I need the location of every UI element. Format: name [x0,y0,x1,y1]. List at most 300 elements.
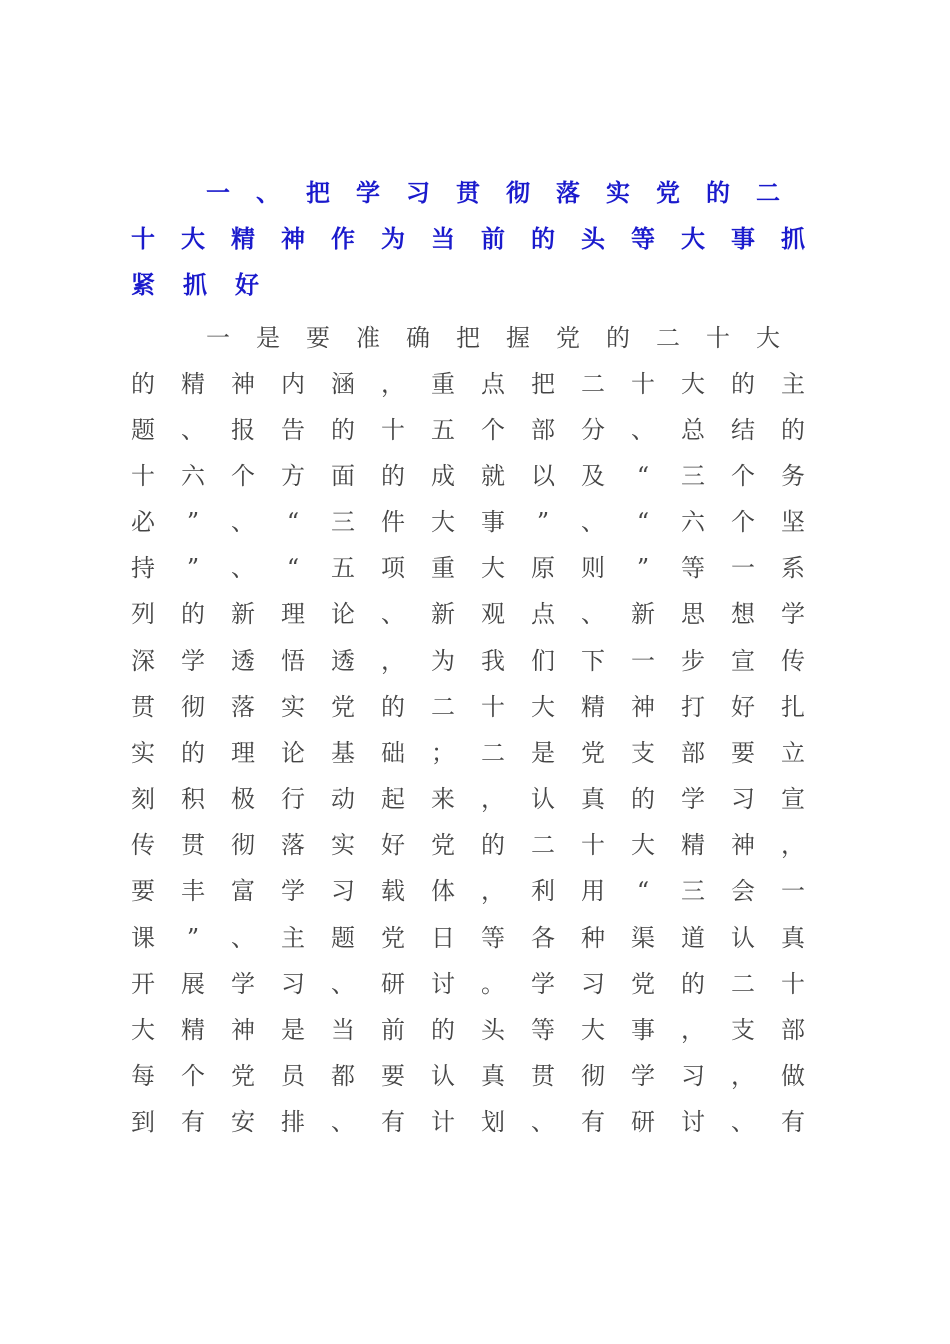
text-char: 支 [731,1016,755,1044]
text-char: 渠 [631,924,655,952]
text-char: ” [186,554,200,582]
text-char: 日 [431,924,455,952]
body-line-5 [130,499,806,545]
body-line-1 [205,315,781,361]
text-char: 新 [631,600,655,628]
text-char: 系 [781,554,805,582]
text-char: 、 [581,600,605,628]
text-char: 彻 [506,178,530,207]
text-char: 精 [681,831,705,859]
text-char: 打 [681,693,705,721]
text-char: 认 [731,924,755,952]
text-char: 党 [656,178,680,207]
text-char: 利 [531,877,555,905]
body-line-4 [130,453,806,499]
text-char: 的 [381,462,405,490]
text-char: 主 [281,924,305,952]
text-char: 当 [431,224,455,253]
text-char: 我 [481,647,505,675]
text-char: 个 [731,508,755,536]
text-char: 刻 [131,785,155,813]
text-char: ” [186,924,200,952]
text-char: 的 [381,693,405,721]
text-char: 展 [181,970,205,998]
text-char: 有 [181,1108,205,1136]
text-char: 、 [231,924,255,952]
text-char: 开 [131,970,155,998]
text-char: 好 [731,693,755,721]
text-char: 党 [331,693,355,721]
body-line-16 [130,1007,806,1053]
text-char: 一 [781,877,805,905]
text-char: 大 [581,1016,605,1044]
text-char: 想 [731,600,755,628]
text-char: 落 [281,831,305,859]
text-char: 六 [181,462,205,490]
text-char: 习 [681,1062,705,1090]
text-char: 做 [781,1062,805,1090]
text-char: 十 [481,693,505,721]
text-char: 党 [431,831,455,859]
body-line-12 [130,822,806,868]
text-char: 二 [531,831,555,859]
text-char: 要 [306,324,330,352]
text-char: 学 [681,785,705,813]
text-char: 等 [681,554,705,582]
text-char: 大 [756,324,780,352]
text-char: 、 [231,508,255,536]
text-char: 大 [631,831,655,859]
text-char: 主 [781,370,805,398]
body-line-9 [130,684,806,730]
text-char: 排 [281,1108,305,1136]
text-char: 二 [581,370,605,398]
body-line-3 [130,407,806,453]
text-char: 起 [381,785,405,813]
text-char: 题 [131,416,155,444]
text-char: 的 [531,224,555,253]
text-char: 要 [731,739,755,767]
text-char: 立 [781,739,805,767]
text-char: 把 [531,370,555,398]
text-char: 部 [781,1016,805,1044]
text-char: 道 [681,924,705,952]
text-char: 、 [381,600,405,628]
body-line-18 [130,1099,806,1145]
text-char: 告 [281,416,305,444]
text-char: 要 [381,1062,405,1090]
text-char: 前 [381,1016,405,1044]
text-char: ” [536,508,550,536]
text-char: 一 [206,324,230,352]
text-char: 学 [356,178,380,207]
text-char: 精 [581,693,605,721]
text-char: 贯 [131,693,155,721]
text-char: 学 [531,970,555,998]
text-char: 则 [581,554,605,582]
text-char: 二 [481,739,505,767]
text-char: 头 [581,224,605,253]
text-char: “ [286,508,300,536]
text-char: 面 [331,462,355,490]
text-char: 习 [581,970,605,998]
text-char: 用 [581,877,605,905]
text-char: 事 [631,1016,655,1044]
text-char: 传 [781,647,805,675]
body-line-11 [130,776,806,822]
text-char: 党 [381,924,405,952]
heading-line-3 [130,262,806,308]
text-char: 把 [306,178,330,207]
text-char: ， [481,785,505,813]
text-char: 彻 [581,1062,605,1090]
text-char: 好 [381,831,405,859]
text-char: 习 [331,877,355,905]
text-char: 彻 [181,693,205,721]
text-char: 神 [231,370,255,398]
text-char: 及 [581,462,605,490]
text-char: 项 [381,554,405,582]
text-char: 深 [131,647,155,675]
text-char: 支 [631,739,655,767]
text-char: 列 [131,600,155,628]
text-char: 大 [481,554,505,582]
text-char: 学 [631,1062,655,1090]
text-char: 有 [381,1108,405,1136]
text-char: 的 [181,600,205,628]
text-char: 思 [681,600,705,628]
text-char: 党 [581,739,605,767]
text-char: 成 [431,462,455,490]
text-char: 种 [581,924,605,952]
text-char: 神 [731,831,755,859]
text-char: 等 [631,224,655,253]
text-char: 涵 [331,370,355,398]
text-char: 的 [606,324,630,352]
text-char: 持 [131,554,155,582]
text-char: 好 [235,270,259,299]
text-char: 的 [431,1016,455,1044]
text-char: 内 [281,370,305,398]
text-char: 把 [456,324,480,352]
text-char: ， [731,1062,755,1090]
text-char: 体 [431,877,455,905]
text-char: 实 [606,178,630,207]
text-char: 悟 [281,647,305,675]
body-line-7 [130,591,806,637]
text-char: “ [636,462,650,490]
text-char: 来 [431,785,455,813]
text-char: 载 [381,877,405,905]
text-char: 动 [331,785,355,813]
text-char: 作 [331,224,355,253]
text-char: 真 [581,785,605,813]
text-char: 等 [481,924,505,952]
text-char: 事 [481,508,505,536]
text-char: 、 [256,178,280,207]
text-char: 重 [431,370,455,398]
text-char: “ [636,508,650,536]
text-char: 二 [731,970,755,998]
body-line-10 [130,730,806,776]
text-char: 落 [556,178,580,207]
text-char: 党 [631,970,655,998]
text-char: 划 [481,1108,505,1136]
text-char: 的 [731,370,755,398]
text-char: 落 [231,693,255,721]
text-char: 步 [681,647,705,675]
text-char: “ [636,877,650,905]
text-char: 的 [781,416,805,444]
text-char: 论 [331,600,355,628]
text-char: 、 [331,1108,355,1136]
text-char: 就 [481,462,505,490]
body-line-8 [130,638,806,684]
text-char: 等 [531,1016,555,1044]
text-char: 三 [681,462,705,490]
text-char: 学 [781,600,805,628]
text-char: 五 [431,416,455,444]
text-char: 下 [581,647,605,675]
text-char: 以 [531,462,555,490]
text-char: 握 [506,324,530,352]
text-char: 题 [331,924,355,952]
text-char: 学 [181,647,205,675]
text-char: 部 [681,739,705,767]
text-char: 精 [181,370,205,398]
text-char: ； [431,739,455,767]
text-char: 紧 [131,270,155,299]
text-char: 坚 [781,508,805,536]
text-char: 讨 [431,970,455,998]
text-char: 必 [131,508,155,536]
text-char: 三 [681,877,705,905]
text-char: 十 [706,324,730,352]
text-char: 极 [231,785,255,813]
text-char: 计 [431,1108,455,1136]
text-char: 点 [531,600,555,628]
text-char: 真 [481,1062,505,1090]
text-char: 各 [531,924,555,952]
text-char: 一 [206,178,230,207]
text-char: 有 [781,1108,805,1136]
text-char: 务 [781,462,805,490]
text-char: 讨 [681,1108,705,1136]
text-char: 会 [731,877,755,905]
text-char: 透 [331,647,355,675]
text-char: 是 [531,739,555,767]
text-char: 彻 [231,831,255,859]
text-char: 十 [131,224,155,253]
text-char: 件 [381,508,405,536]
text-char: 实 [131,739,155,767]
text-char: 员 [281,1062,305,1090]
text-char: 基 [331,739,355,767]
text-char: 神 [231,1016,255,1044]
text-char: 十 [781,970,805,998]
text-char: ， [481,877,505,905]
text-char: 党 [231,1062,255,1090]
text-char: 新 [231,600,255,628]
text-char: 个 [481,416,505,444]
text-char: ， [381,647,405,675]
text-char: 精 [231,224,255,253]
text-char: 、 [631,416,655,444]
body-line-15 [130,961,806,1007]
text-char: 精 [181,1016,205,1044]
text-char: 研 [631,1108,655,1136]
heading-line-2 [130,216,806,262]
text-char: 研 [381,970,405,998]
text-char: 宣 [731,647,755,675]
text-char: 个 [231,462,255,490]
text-char: 准 [356,324,380,352]
text-char: 贯 [531,1062,555,1090]
text-char: 每 [131,1062,155,1090]
text-char: 丰 [181,877,205,905]
text-char: ” [636,554,650,582]
text-char: ， [381,370,405,398]
text-char: 论 [281,739,305,767]
text-char: 十 [131,462,155,490]
text-char: 贯 [456,178,480,207]
text-char: 习 [406,178,430,207]
text-char: 抓 [781,224,805,253]
text-char: 结 [731,416,755,444]
text-char: 的 [331,416,355,444]
text-char: 大 [181,224,205,253]
text-char: 理 [231,739,255,767]
text-char: 习 [281,970,305,998]
text-char: 都 [331,1062,355,1090]
text-char: 真 [781,924,805,952]
text-char: 课 [131,924,155,952]
text-char: 习 [731,785,755,813]
text-char: 大 [681,370,705,398]
text-char: 透 [231,647,255,675]
text-char: 二 [431,693,455,721]
text-char: 认 [531,785,555,813]
text-char: 、 [581,508,605,536]
text-char: 们 [531,647,555,675]
text-char: 新 [431,600,455,628]
text-char: 三 [331,508,355,536]
text-char: 前 [481,224,505,253]
body-line-17 [130,1053,806,1099]
text-char: 党 [556,324,580,352]
text-char: ， [781,831,805,859]
text-char: 、 [331,970,355,998]
text-char: 学 [281,877,305,905]
text-char: 事 [731,224,755,253]
text-char: 分 [581,416,605,444]
text-char: 部 [531,416,555,444]
text-char: 是 [281,1016,305,1044]
text-char: 大 [531,693,555,721]
text-char: 是 [256,324,280,352]
text-char: 有 [581,1108,605,1136]
text-char: 理 [281,600,305,628]
text-char: 抓 [183,270,207,299]
text-char: 础 [381,739,405,767]
text-char: 、 [181,416,205,444]
text-char: 个 [731,462,755,490]
text-char: 实 [281,693,305,721]
text-char: 积 [181,785,205,813]
text-char: 。 [481,970,505,998]
text-char: 十 [631,370,655,398]
text-char: 当 [331,1016,355,1044]
text-char: 总 [681,416,705,444]
text-char: 贯 [181,831,205,859]
text-char: 扎 [781,693,805,721]
text-char: 二 [756,178,780,207]
text-char: 大 [131,1016,155,1044]
text-char: 二 [656,324,680,352]
text-char: 点 [481,370,505,398]
text-char: 重 [431,554,455,582]
body-line-6 [130,545,806,591]
body-line-13 [130,868,806,914]
text-char: 、 [231,554,255,582]
text-char: 行 [281,785,305,813]
text-char: 学 [231,970,255,998]
text-char: 的 [681,970,705,998]
text-char: 神 [631,693,655,721]
text-char: 六 [681,508,705,536]
text-char: ， [681,1016,705,1044]
text-char: 到 [131,1108,155,1136]
text-char: 实 [331,831,355,859]
text-char: ” [186,508,200,536]
text-char: 大 [681,224,705,253]
text-char: 原 [531,554,555,582]
text-char: 的 [706,178,730,207]
text-char: 十 [381,416,405,444]
text-char: 、 [731,1108,755,1136]
text-char: 为 [431,647,455,675]
text-char: 认 [431,1062,455,1090]
text-char: 宣 [781,785,805,813]
text-char: 观 [481,600,505,628]
text-char: 一 [631,647,655,675]
body-line-14 [130,915,806,961]
text-char: 个 [181,1062,205,1090]
text-char: 传 [131,831,155,859]
text-char: 富 [231,877,255,905]
text-char: 要 [131,877,155,905]
text-char: 方 [281,462,305,490]
text-char: 、 [531,1108,555,1136]
body-line-2 [130,361,806,407]
text-char: 的 [631,785,655,813]
text-char: 确 [406,324,430,352]
text-char: 神 [281,224,305,253]
text-char: 安 [231,1108,255,1136]
text-char: 五 [331,554,355,582]
text-char: 的 [481,831,505,859]
text-char: 头 [481,1016,505,1044]
text-char: 十 [581,831,605,859]
heading-line-1 [205,170,781,216]
text-char: 的 [131,370,155,398]
text-char: “ [286,554,300,582]
text-char: 为 [381,224,405,253]
text-char: 大 [431,508,455,536]
text-char: 的 [181,739,205,767]
text-char: 报 [231,416,255,444]
text-char: 一 [731,554,755,582]
